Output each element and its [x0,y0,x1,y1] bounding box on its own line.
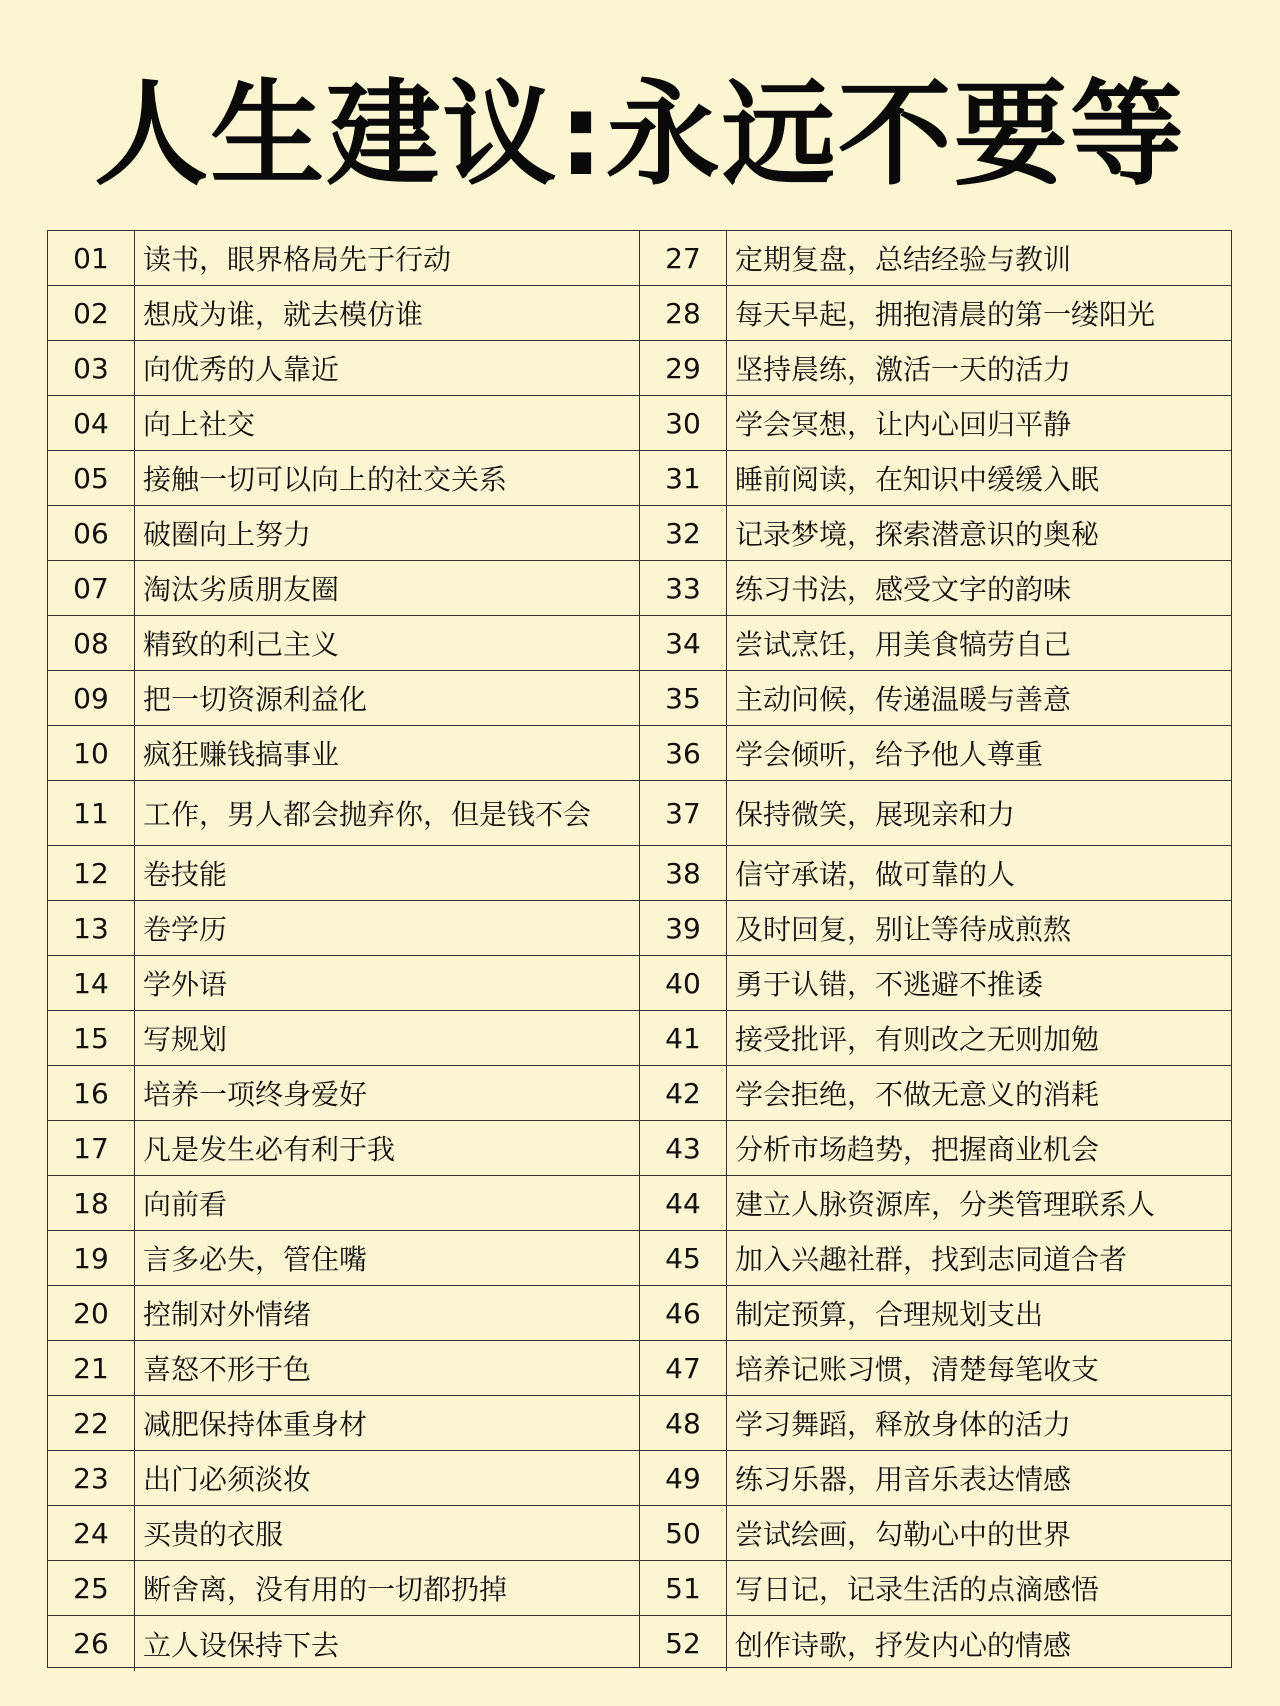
table-row [48,341,639,396]
row-text: 学会拒绝，不做无意义的消耗 [735,1078,1100,1111]
table-row [48,671,639,726]
row-text: 向前看 [143,1188,228,1221]
row-number: 48 [640,1396,727,1450]
row-text: 写日记，记录生活的点滴感悟 [735,1573,1100,1606]
row-number: 14 [48,956,135,1010]
table-row [48,781,639,846]
table-row [48,1066,639,1121]
table-row [640,901,1231,956]
row-number: 37 [640,781,727,845]
row-number: 51 [640,1561,727,1615]
row-number: 23 [48,1451,135,1505]
row-number: 36 [640,726,727,780]
row-text: 把一切资源利益化 [143,683,368,716]
table-row [48,1231,639,1286]
left-column [48,231,640,1667]
table-row [640,1231,1231,1286]
row-text: 尝试烹饪，用美食犒劳自己 [735,628,1072,661]
row-text: 疯狂赚钱搞事业 [143,738,340,771]
row-text: 写规划 [143,1023,228,1056]
row-text: 卷学历 [143,913,228,946]
row-number: 46 [640,1286,727,1340]
row-number: 47 [640,1341,727,1395]
row-number: 25 [48,1561,135,1615]
row-text: 凡是发生必有利于我 [143,1133,396,1166]
row-number: 20 [48,1286,135,1340]
table-row [48,1176,639,1231]
row-number: 26 [48,1616,135,1671]
row-number: 07 [48,561,135,615]
row-text: 学习舞蹈，释放身体的活力 [735,1408,1072,1441]
table-row [640,451,1231,506]
row-text: 想成为谁，就去模仿谁 [143,298,424,331]
row-number: 02 [48,286,135,340]
row-text: 接触一切可以向上的社交关系 [143,463,508,496]
table-row [640,341,1231,396]
row-number: 50 [640,1506,727,1560]
row-text: 出门必须淡妆 [143,1463,312,1496]
row-text: 言多必失，管住嘴 [143,1243,368,1276]
table-row [640,726,1231,781]
row-text: 喜怒不形于色 [143,1353,312,1386]
row-text: 学外语 [143,968,228,1001]
table-row [640,286,1231,341]
row-text: 断舍离，没有用的一切都扔掉 [143,1573,508,1606]
row-number: 17 [48,1121,135,1175]
row-number: 04 [48,396,135,450]
row-number: 43 [640,1121,727,1175]
table-row [640,956,1231,1011]
row-number: 22 [48,1396,135,1450]
table-row [48,616,639,671]
row-text: 保持微笑，展现亲和力 [735,798,1016,831]
table-row [640,616,1231,671]
row-text: 工作，男人都会抛弃你，但是钱不会 [143,798,592,831]
table-row [48,1616,639,1671]
row-number: 18 [48,1176,135,1230]
row-text: 培养记账习惯，清楚每笔收支 [735,1353,1100,1386]
row-text: 向上社交 [143,408,256,441]
row-text: 创作诗歌，抒发内心的情感 [735,1628,1072,1662]
row-number: 27 [640,231,727,285]
row-number: 32 [640,506,727,560]
row-number: 05 [48,451,135,505]
row-text: 学会冥想，让内心回归平静 [735,408,1072,441]
table-row [640,506,1231,561]
row-number: 10 [48,726,135,780]
row-text: 破圈向上努力 [143,518,312,551]
row-text: 制定预算，合理规划支出 [735,1298,1044,1331]
table-row [48,726,639,781]
row-number: 41 [640,1011,727,1065]
table-row [640,1396,1231,1451]
table-row [640,1066,1231,1121]
row-text: 控制对外情绪 [143,1298,312,1331]
table-row [48,396,639,451]
row-number: 01 [48,231,135,285]
table-row [48,846,639,901]
row-number: 28 [640,286,727,340]
table-row [640,1561,1231,1616]
row-text: 培养一项终身爱好 [143,1078,368,1111]
row-number: 11 [48,781,135,845]
row-number: 52 [640,1616,727,1671]
row-text: 主动问候，传递温暖与善意 [735,683,1072,716]
table-row [640,1011,1231,1066]
table-row [640,1121,1231,1176]
row-number: 44 [640,1176,727,1230]
table-row [640,846,1231,901]
row-number: 12 [48,846,135,900]
row-number: 33 [640,561,727,615]
table-row [48,1396,639,1451]
table-row [48,1121,639,1176]
row-text: 每天早起，拥抱清晨的第一缕阳光 [735,298,1156,331]
page-title: 人生建议:永远不要等 [94,68,1186,201]
row-text: 精致的利己主义 [143,628,340,661]
row-text: 学会倾听，给予他人尊重 [735,738,1044,771]
row-text: 加入兴趣社群，找到志同道合者 [735,1243,1128,1276]
row-number: 13 [48,901,135,955]
table-row [640,1341,1231,1396]
row-number: 38 [640,846,727,900]
row-number: 15 [48,1011,135,1065]
row-number: 16 [48,1066,135,1120]
table-row [48,1341,639,1396]
row-text: 记录梦境，探索潜意识的奥秘 [735,518,1100,551]
row-text: 买贵的衣服 [143,1518,284,1551]
row-text: 卷技能 [143,858,228,891]
row-number: 19 [48,1231,135,1285]
table-row [48,451,639,506]
table-row [48,1011,639,1066]
table-row [640,1286,1231,1341]
row-number: 45 [640,1231,727,1285]
row-number: 49 [640,1451,727,1505]
table-row [48,231,639,286]
table-row [48,286,639,341]
row-number: 03 [48,341,135,395]
table-row [640,561,1231,616]
table-row [640,231,1231,286]
table-row [640,671,1231,726]
row-text: 睡前阅读，在知识中缓缓入眠 [735,463,1100,496]
row-text: 分析市场趋势，把握商业机会 [735,1133,1100,1166]
row-text: 立人设保持下去 [143,1628,340,1662]
table-row [48,1451,639,1506]
row-number: 29 [640,341,727,395]
row-text: 淘汰劣质朋友圈 [143,573,340,606]
row-text: 勇于认错，不逃避不推诿 [735,968,1044,1001]
row-text: 减肥保持体重身材 [143,1408,368,1441]
table-row [640,1451,1231,1506]
table-row [48,561,639,616]
row-text: 定期复盘，总结经验与教训 [735,243,1072,276]
row-text: 练习书法，感受文字的韵味 [735,573,1072,606]
row-number: 42 [640,1066,727,1120]
row-number: 24 [48,1506,135,1560]
table-row [640,1506,1231,1561]
row-text: 向优秀的人靠近 [143,353,340,386]
row-text: 坚持晨练，激活一天的活力 [735,353,1072,386]
table-row [640,396,1231,451]
row-text: 接受批评，有则改之无则加勉 [735,1023,1100,1056]
row-text: 尝试绘画，勾勒心中的世界 [735,1518,1072,1551]
table-row [640,1176,1231,1231]
row-number: 06 [48,506,135,560]
table-row [48,901,639,956]
right-column [640,231,1231,1667]
table-row [48,1506,639,1561]
table-row [640,1616,1231,1671]
table-row [48,506,639,561]
row-number: 08 [48,616,135,670]
row-number: 34 [640,616,727,670]
row-number: 09 [48,671,135,725]
advice-table [47,230,1232,1668]
row-text: 信守承诺，做可靠的人 [735,858,1016,891]
table-row [48,1286,639,1341]
row-number: 30 [640,396,727,450]
row-number: 39 [640,901,727,955]
table-row [48,1561,639,1616]
row-text: 建立人脉资源库，分类管理联系人 [735,1188,1156,1221]
row-number: 40 [640,956,727,1010]
row-number: 21 [48,1341,135,1395]
row-number: 35 [640,671,727,725]
row-number: 31 [640,451,727,505]
table-row [640,781,1231,846]
table-row [48,956,639,1011]
row-text: 及时回复，别让等待成煎熬 [735,913,1072,946]
row-text: 读书，眼界格局先于行动 [143,243,452,276]
row-text: 练习乐器，用音乐表达情感 [735,1463,1072,1496]
